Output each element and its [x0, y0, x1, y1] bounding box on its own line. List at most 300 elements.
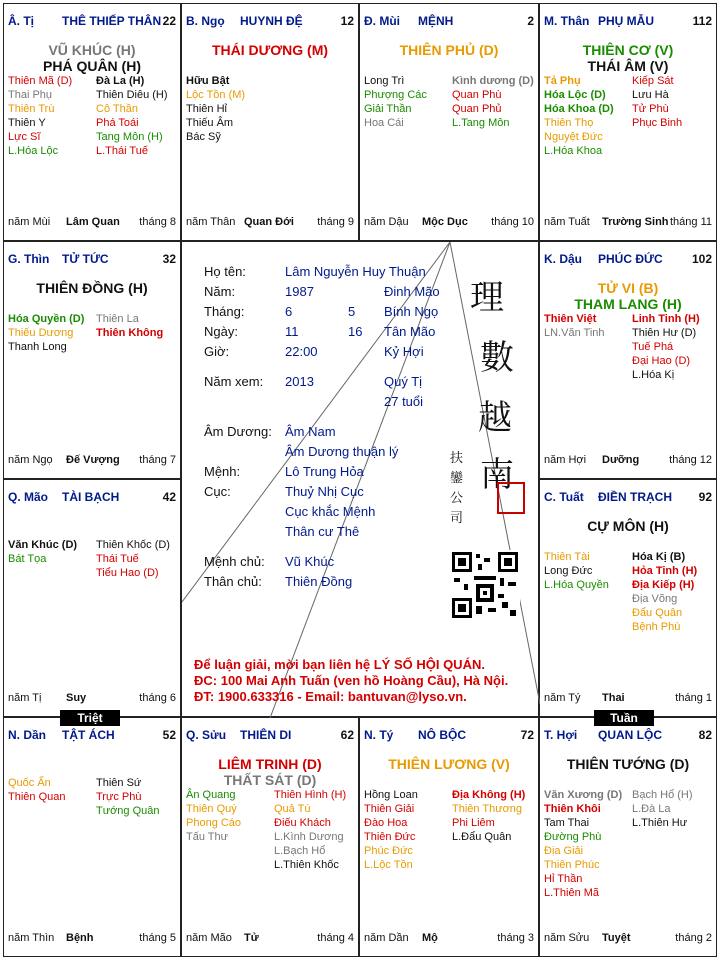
palace-month: tháng 9 — [317, 216, 354, 228]
palace-footer — [8, 454, 176, 468]
minor-star: Hỉ Thần — [544, 873, 583, 885]
minor-star: L.Đà La — [632, 803, 671, 815]
palace-branch: Â. Tị — [8, 14, 34, 28]
palace-footer — [544, 692, 712, 706]
palace-year: năm Ngọ — [8, 454, 53, 466]
minor-star: Lưu Hà — [632, 89, 669, 101]
value-hour: 22:00 — [285, 344, 318, 359]
minor-star: Thiên Giải — [364, 803, 415, 815]
main-stars — [182, 756, 358, 788]
contact-block — [194, 657, 508, 705]
minor-star: Đường Phù — [544, 831, 602, 843]
minor-star: Thiên Hỉ — [186, 103, 227, 115]
main-stars — [4, 42, 180, 74]
main-star: THÁI DƯƠNG (M) — [211, 42, 329, 58]
main-stars — [360, 756, 538, 772]
stars-right — [632, 312, 700, 382]
minor-star: Thiên Sứ — [96, 777, 142, 789]
minor-star: Bát Tọa — [8, 553, 47, 565]
main-star: THAM LANG (H) — [574, 296, 682, 312]
minor-star: Phượng Các — [364, 89, 427, 101]
stars-right — [96, 538, 170, 580]
main-star: THIÊN LƯƠNG (V) — [388, 756, 510, 772]
minor-star: Thai Phụ — [8, 89, 53, 101]
palace-life-stage: Trường Sinh — [602, 216, 669, 228]
minor-star: L.Thiên Khốc — [274, 859, 339, 871]
value-month: 6 — [285, 304, 293, 319]
minor-star: Quan Phủ — [452, 103, 502, 115]
palace-life-stage: Mộc Dục — [422, 216, 468, 228]
minor-star: L.Thái Tuế — [96, 145, 148, 157]
calligraphy-char-3: 越 — [478, 398, 512, 438]
stars-right — [632, 74, 682, 130]
label-hour: Giờ: — [204, 344, 230, 359]
palace-month: tháng 7 — [139, 454, 176, 466]
label-menh: Mệnh: — [204, 464, 241, 479]
palace-life-stage: Suy — [66, 692, 87, 704]
stars-right — [96, 776, 160, 818]
minor-star: Thiên Diêu (H) — [96, 89, 168, 101]
label-view-year: Năm xem: — [204, 374, 264, 389]
minor-star: Thiên Thọ — [544, 117, 594, 129]
value-cuc: Thuỷ Nhị Cục — [285, 484, 364, 499]
minor-star: Phi Liêm — [452, 817, 495, 829]
main-star: CỰ MÔN (H) — [587, 518, 669, 534]
palace-branch: Q. Mão — [8, 490, 49, 504]
palace-name: TẬT ÁCH — [62, 728, 115, 742]
palace-branch: Q. Sửu — [186, 728, 227, 742]
minor-star: Thiên La — [96, 313, 139, 325]
main-stars — [360, 42, 538, 58]
palace-name: TÀI BẠCH — [62, 490, 120, 504]
minor-star: Địa Không (H) — [452, 789, 526, 801]
minor-star: Thiên Việt — [544, 313, 597, 325]
minor-star: Kình dương (D) — [452, 75, 534, 87]
palace-header — [8, 14, 176, 30]
main-star: THẤT SÁT (D) — [223, 772, 317, 788]
palace-year: năm Thân — [186, 216, 236, 228]
stars-left — [186, 74, 245, 144]
palace-footer — [544, 216, 712, 230]
palace-name: NÔ BỘC — [418, 728, 466, 742]
palace-number: 102 — [691, 252, 712, 266]
palace-year: năm Thìn — [8, 932, 55, 944]
calligraphy-char-2: 數 — [480, 338, 514, 378]
palace-branch: N. Tý — [364, 728, 394, 742]
palace-life-stage: Bệnh — [66, 932, 94, 944]
minor-star: Hỏa Tinh (H) — [632, 565, 698, 577]
minor-star: L.Thiên Mã — [544, 887, 600, 899]
minor-star: Ân Quang — [186, 789, 236, 801]
palace-header — [544, 252, 712, 268]
palace-dan — [3, 717, 181, 957]
main-stars — [540, 42, 716, 74]
minor-star: Thiên Quý — [186, 803, 237, 815]
palace-number: 72 — [520, 728, 534, 742]
palace-branch: G. Thìn — [8, 252, 50, 266]
label-amduong: Âm Dương: — [204, 424, 272, 439]
palace-number: 2 — [527, 14, 534, 28]
minor-star: Trực Phù — [96, 791, 142, 803]
stars-right — [96, 74, 168, 158]
minor-star: Thanh Long — [8, 341, 67, 353]
palace-year: năm Sửu — [544, 932, 590, 944]
main-star: THIÊN TƯỚNG (D) — [566, 756, 690, 772]
palace-month: tháng 10 — [491, 216, 534, 228]
minor-star: Quốc Ấn — [8, 777, 51, 789]
minor-star: Tang Môn (H) — [96, 131, 163, 143]
minor-star: L.Hóa Quyền — [544, 579, 609, 591]
value-month-lunar: 5 — [348, 304, 356, 319]
main-star: THIÊN ĐỒNG (H) — [36, 280, 148, 296]
palace-year: năm Hợi — [544, 454, 587, 466]
minor-star: L.Hóa Khoa — [544, 145, 603, 157]
palace-footer — [8, 932, 176, 946]
stars-left — [364, 74, 427, 130]
stars-left — [186, 788, 241, 844]
tuan-badge: Tuần — [594, 710, 654, 726]
minor-star: Lực Sĩ — [8, 131, 41, 143]
stars-left — [544, 312, 605, 340]
value-age: 27 tuổi — [384, 394, 424, 409]
palace-number: 82 — [698, 728, 712, 742]
palace-month: tháng 12 — [669, 454, 712, 466]
value-day: 11 — [285, 324, 299, 339]
contact-line-1: Để luận giải, mời bạn liên hệ LÝ SỐ HỘI QUÁN. — [194, 657, 485, 672]
minor-star: L.Hóa Kị — [632, 369, 675, 381]
palace-month: tháng 1 — [675, 692, 712, 704]
minor-star: Thiên Khôi — [544, 803, 601, 815]
minor-star: Nguyệt Đức — [544, 131, 603, 143]
palace-life-stage: Lâm Quan — [66, 216, 120, 228]
minor-star: Long Trì — [364, 75, 405, 87]
label-name: Họ tên: — [204, 264, 246, 279]
main-stars — [540, 756, 716, 772]
palace-month: tháng 6 — [139, 692, 176, 704]
label-month: Tháng: — [204, 304, 245, 319]
palace-name: HUYNH ĐỆ — [240, 14, 303, 28]
palace-mui — [359, 3, 539, 241]
palace-life-stage: Đế Vượng — [66, 454, 120, 466]
minor-star: Thiên Trù — [8, 103, 55, 115]
palace-number: 12 — [340, 14, 354, 28]
palace-ngo — [181, 3, 359, 241]
value-name: Lâm Nguyễn Huy Thuận — [285, 264, 426, 279]
minor-star: Bác Sỹ — [186, 131, 221, 143]
palace-branch: Đ. Mùi — [364, 14, 400, 28]
palace-tuat — [539, 479, 717, 717]
palace-number: 42 — [162, 490, 176, 504]
palace-life-stage: Thai — [602, 692, 625, 704]
contact-line-2: ĐC: 100 Mai Anh Tuấn (ven hồ Hoàng Cầu), Hà Nội. — [194, 673, 509, 688]
palace-year: năm Mão — [186, 932, 232, 944]
minor-star: Bạch Hổ (H) — [632, 789, 693, 801]
palace-year: năm Dậu — [364, 216, 409, 228]
palace-number: 52 — [162, 728, 176, 742]
minor-star: Hữu Bật — [186, 75, 230, 87]
minor-star: Lộc Tồn (M) — [186, 89, 246, 101]
calligraphy-char-1: 理 — [470, 278, 504, 318]
minor-star: L.Hóa Lộc — [8, 145, 59, 157]
main-star: LIÊM TRINH (D) — [218, 756, 322, 772]
minor-star: Đào Hoa — [364, 817, 408, 829]
minor-star: Địa Kiếp (H) — [632, 579, 695, 591]
label-year: Năm: — [204, 284, 236, 299]
palace-header — [544, 490, 712, 506]
palace-number: 22 — [162, 14, 176, 28]
minor-star: Thiếu Âm — [186, 117, 234, 129]
value-amduong: Âm Nam — [285, 424, 336, 439]
value-year-can: Đinh Mão — [384, 284, 440, 299]
palace-life-stage: Tử — [244, 932, 259, 944]
palace-branch: K. Dậu — [544, 252, 583, 266]
value-menhchu: Vũ Khúc — [285, 554, 335, 569]
minor-star: Giải Thần — [364, 103, 412, 115]
value-menh: Lô Trung Hỏa — [285, 464, 364, 479]
stars-right — [632, 788, 693, 830]
minor-star: Hóa Khoa (D) — [544, 103, 614, 115]
minor-star: Hoa Cái — [364, 117, 404, 129]
qr-code-icon — [450, 550, 520, 620]
palace-header — [8, 728, 176, 744]
seal-stamp — [497, 482, 525, 514]
palace-name: ĐIỀN TRẠCH — [598, 490, 672, 504]
seal-char-4: 司 — [450, 511, 464, 526]
palace-month: tháng 4 — [317, 932, 354, 944]
palace-dau — [539, 241, 717, 479]
minor-star: Văn Khúc (D) — [8, 539, 78, 551]
minor-star: Phong Cáo — [186, 817, 242, 829]
stars-right — [96, 312, 163, 340]
palace-name: PHỤ MẪU — [598, 14, 654, 28]
main-stars — [540, 518, 716, 534]
label-cuc: Cục: — [204, 484, 231, 499]
value-day-can: Tân Mão — [384, 324, 436, 339]
palace-month: tháng 8 — [139, 216, 176, 228]
minor-star: Phá Toái — [96, 117, 139, 129]
palace-header — [186, 14, 354, 30]
minor-star: Thiên Hình (H) — [274, 789, 347, 801]
minor-star: Thiên Mã (D) — [8, 75, 73, 87]
palace-ti — [359, 717, 539, 957]
minor-star: Bệnh Phù — [632, 621, 681, 633]
minor-star: L.Lộc Tồn — [364, 859, 413, 871]
minor-star: Thiên Khốc (D) — [96, 539, 170, 551]
minor-star: Tướng Quân — [96, 805, 160, 817]
value-cuc3: Thân cư Thê — [285, 524, 360, 539]
main-star: VŨ KHÚC (H) — [48, 42, 136, 58]
minor-star: Kiếp Sát — [632, 75, 674, 87]
minor-star: Thiên Đức — [364, 831, 416, 843]
palace-number: 92 — [698, 490, 712, 504]
value-view-can: Quý Tị — [384, 374, 423, 389]
palace-footer — [544, 454, 712, 468]
palace-footer — [364, 216, 534, 230]
palace-ty — [3, 3, 181, 241]
center-info-panel — [181, 241, 539, 717]
stars-left — [544, 788, 622, 900]
triet-badge: Triệt — [60, 710, 120, 726]
palace-year: năm Tuất — [544, 216, 590, 228]
palace-life-stage: Quan Đới — [244, 216, 294, 228]
palace-header — [186, 728, 354, 744]
palace-number: 32 — [162, 252, 176, 266]
palace-footer — [364, 932, 534, 946]
main-star: PHÁ QUÂN (H) — [43, 58, 141, 74]
minor-star: Thiên Quan — [8, 791, 66, 803]
palace-suu — [181, 717, 359, 957]
stars-right — [632, 550, 697, 634]
stars-left — [8, 312, 84, 354]
minor-star: L.Kình Dương — [274, 831, 344, 843]
contact-line-3: ĐT: 1900.633316 - Email: bantuvan@lyso.vn. — [194, 689, 467, 704]
minor-star: Quả Tú — [274, 803, 311, 815]
minor-star: Đẩu Quân — [632, 607, 683, 619]
minor-star: Thiên Tài — [544, 551, 590, 563]
minor-star: Tấu Thư — [186, 831, 229, 843]
minor-star: Điếu Khách — [274, 817, 331, 829]
stars-left — [8, 776, 65, 804]
minor-star: Đại Hao (D) — [632, 355, 691, 367]
palace-header — [364, 728, 534, 744]
palace-name: THÊ THIẾP THÂN — [62, 14, 162, 28]
minor-star: Tả Phụ — [544, 75, 581, 87]
minor-star: L.Bạch Hổ — [274, 845, 326, 857]
palace-branch: C. Tuất — [544, 490, 584, 504]
value-year: 1987 — [285, 284, 314, 299]
stars-left — [8, 538, 77, 566]
stars-right — [452, 74, 534, 130]
minor-star: Phúc Đức — [364, 845, 413, 857]
palace-header — [364, 14, 534, 30]
seal-char-2: 鑾 — [450, 471, 464, 486]
stars-left — [364, 788, 418, 872]
value-view-year: 2013 — [285, 374, 314, 389]
minor-star: Long Đức — [544, 565, 593, 577]
palace-header — [544, 728, 712, 744]
minor-star: L.Đẩu Quân — [452, 831, 512, 843]
palace-year: năm Tị — [8, 692, 42, 704]
palace-number: 112 — [692, 14, 712, 28]
palace-footer — [8, 216, 176, 230]
palace-name: TỬ TỨC — [62, 252, 109, 266]
value-hour-can: Kỷ Hợi — [384, 344, 424, 359]
palace-footer — [8, 692, 176, 706]
stars-left — [8, 74, 72, 158]
value-day-lunar: 16 — [348, 324, 363, 339]
value-amduong2: Âm Dương thuận lý — [285, 444, 399, 459]
minor-star: Hóa Quyền (D) — [8, 313, 85, 325]
minor-star: Tuế Phá — [632, 341, 674, 353]
main-star: TỬ VI (B) — [597, 280, 659, 296]
palace-header — [8, 252, 176, 268]
palace-month: tháng 5 — [139, 932, 176, 944]
palace-name: MỆNH — [418, 14, 454, 28]
minor-star: Tam Thai — [544, 817, 590, 829]
palace-year: năm Dần — [364, 932, 409, 944]
stars-right — [452, 788, 525, 844]
minor-star: Địa Võng — [632, 593, 678, 605]
minor-star: Hóa Lộc (D) — [544, 89, 606, 101]
minor-star: Thiếu Dương — [8, 327, 74, 339]
minor-star: LN.Văn Tinh — [544, 327, 605, 339]
value-cuc2: Cục khắc Mệnh — [285, 504, 376, 519]
minor-star: L.Thiên Hư — [632, 817, 688, 829]
minor-star: Cô Thần — [96, 103, 138, 115]
palace-thin — [3, 241, 181, 479]
minor-star: Tiểu Hao (D) — [96, 567, 159, 579]
minor-star: Thái Tuế — [96, 553, 139, 565]
seal-char-1: 扶 — [450, 451, 464, 466]
stars-left — [544, 550, 609, 592]
palace-branch: N. Dần — [8, 728, 47, 742]
minor-star: Tử Phù — [632, 103, 669, 115]
palace-month: tháng 3 — [497, 932, 534, 944]
main-star: THIÊN PHỦ (D) — [399, 42, 499, 58]
calligraphy-char-4: 南 — [480, 455, 514, 495]
minor-star: Hóa Kị (B) — [632, 551, 686, 563]
label-day: Ngày: — [204, 324, 238, 339]
main-star: THÁI ÂM (V) — [587, 58, 669, 74]
minor-star: Thiên Không — [96, 327, 164, 339]
main-stars — [4, 280, 180, 296]
minor-star: Linh Tinh (H) — [632, 313, 700, 325]
palace-month: tháng 11 — [669, 216, 712, 228]
label-menhchu: Mệnh chủ: — [204, 554, 265, 569]
palace-header — [544, 14, 712, 30]
minor-star: Thiên Thương — [452, 803, 523, 815]
minor-star: Đà La (H) — [96, 75, 145, 87]
palace-life-stage: Dưỡng — [602, 454, 640, 466]
palace-than — [539, 3, 717, 241]
minor-star: L.Tang Môn — [452, 117, 510, 129]
main-stars — [540, 280, 716, 312]
palace-footer — [544, 932, 712, 946]
palace-hoi — [539, 717, 717, 957]
palace-header — [8, 490, 176, 506]
palace-name: THIÊN DI — [240, 728, 292, 742]
main-stars — [182, 42, 358, 58]
palace-footer — [186, 932, 354, 946]
minor-star: Thiên Phúc — [544, 859, 600, 871]
minor-star: Hồng Loan — [364, 789, 418, 801]
minor-star: Địa Giải — [544, 845, 584, 857]
minor-star: Văn Xương (D) — [544, 789, 623, 801]
palace-life-stage: Tuyệt — [602, 932, 631, 944]
palace-mao — [3, 479, 181, 717]
minor-star: Thiên Hư (D) — [632, 327, 697, 339]
palace-branch: T. Hợi — [544, 728, 578, 742]
minor-star: Phục Binh — [632, 117, 683, 129]
seal-char-3: 公 — [450, 491, 464, 506]
value-thanchu: Thiên Đồng — [285, 574, 353, 589]
palace-name: PHÚC ĐỨC — [598, 252, 663, 266]
minor-star: Thiên Y — [8, 117, 46, 129]
palace-year: năm Mùi — [8, 216, 51, 228]
palace-branch: M. Thân — [544, 14, 590, 28]
value-month-can: Bính Ngọ — [384, 304, 439, 319]
palace-branch: B. Ngọ — [186, 14, 225, 28]
palace-life-stage: Mộ — [422, 932, 438, 944]
stars-left — [544, 74, 614, 158]
palace-month: tháng 2 — [675, 932, 712, 944]
palace-number: 62 — [340, 728, 354, 742]
minor-star: Quan Phù — [452, 89, 502, 101]
stars-right — [274, 788, 346, 872]
palace-year: năm Tý — [544, 692, 581, 704]
palace-name: QUAN LỘC — [598, 728, 662, 742]
label-thanchu: Thân chủ: — [204, 574, 262, 589]
